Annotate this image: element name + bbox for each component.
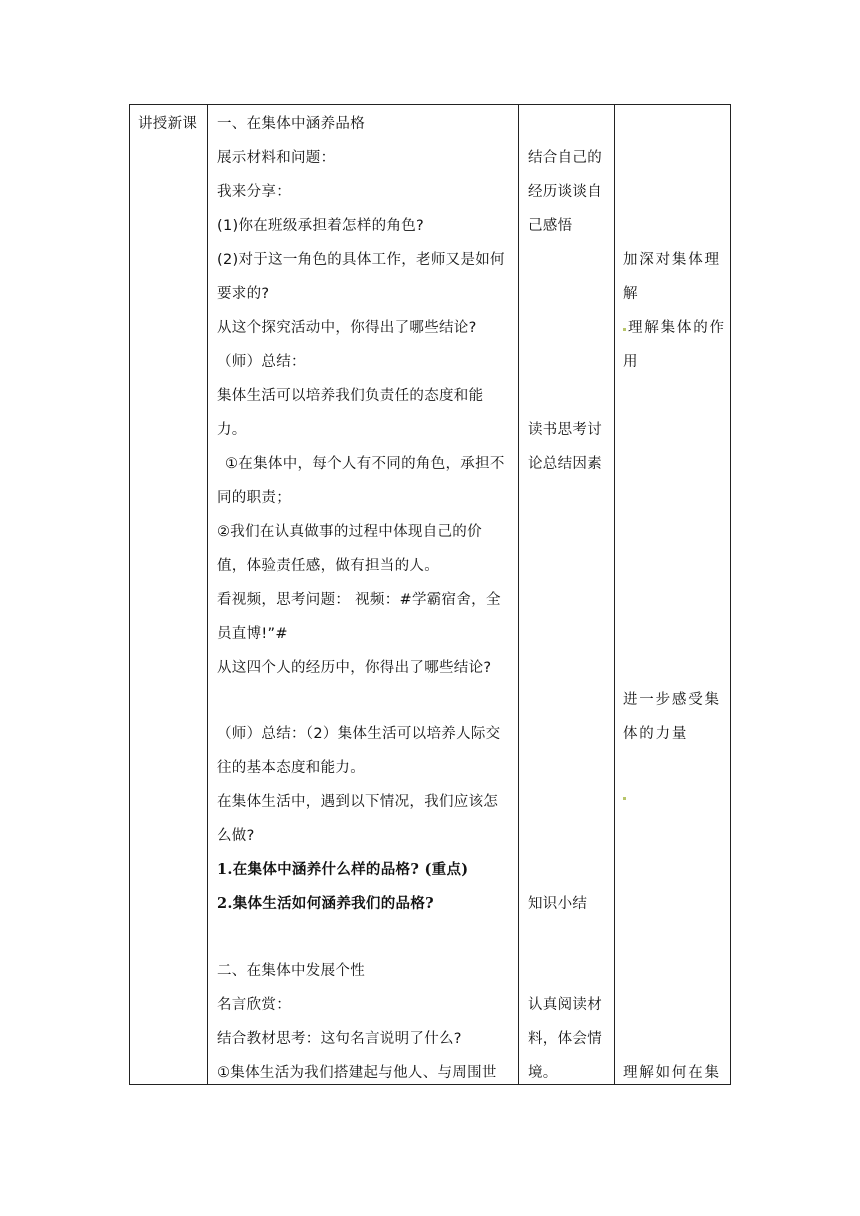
- marker-dot: [623, 797, 626, 800]
- activity-line: 知识小结: [528, 896, 588, 912]
- content-line: 集体生活可以培养我们负责任的态度和能: [217, 388, 484, 404]
- activity-line: 结合自己的: [528, 150, 602, 166]
- activity-line: 读书思考讨: [528, 422, 602, 438]
- content-line: (1)你在班级承担着怎样的角色?: [217, 218, 425, 234]
- activity-line: 境。: [528, 1065, 558, 1081]
- column-divider-2: [518, 105, 519, 1084]
- content-line: 要求的?: [217, 286, 270, 302]
- activity-column: [528, 105, 612, 1084]
- activity-line: 料，体会情: [528, 1031, 602, 1047]
- content-line: 从这个探究活动中，你得出了哪些结论?: [217, 320, 477, 336]
- content-line: 展示材料和问题：: [217, 150, 336, 166]
- content-line: 力。: [217, 422, 247, 438]
- content-line: (2)对于这一角色的具体工作，老师又是如何: [217, 252, 505, 268]
- purpose-line: 理解如何在集: [623, 1065, 721, 1081]
- content-line: 员直博!”#: [217, 626, 288, 642]
- content-line: ①集体生活为我们搭建起与他人、与周围世: [217, 1065, 497, 1081]
- key-question-line: 2.集体生活如何涵养我们的品格?: [217, 895, 434, 912]
- content-line: （师）总结：: [217, 354, 306, 370]
- purpose-line: 进一步感受集: [623, 692, 721, 708]
- section-column: [138, 105, 206, 1084]
- lesson-plan-table: [129, 104, 731, 1085]
- purpose-line: 加深对集体理: [623, 252, 721, 268]
- marker-dot: [623, 328, 626, 331]
- section-label: 讲授新课: [138, 116, 198, 132]
- content-line: 往的基本态度和能力。: [217, 760, 365, 776]
- content-line: 一、在集体中涵养品格: [217, 116, 365, 132]
- content-line: 名言欣赏：: [217, 997, 291, 1013]
- activity-line: 论总结因素: [528, 456, 602, 472]
- content-line: 二、在集体中发展个性: [217, 963, 365, 979]
- purpose-column: [623, 105, 729, 1084]
- activity-line: 己感悟: [528, 218, 573, 234]
- content-line: ②我们在认真做事的过程中体现自己的价: [217, 524, 482, 540]
- activity-line: 认真阅读材: [528, 997, 602, 1013]
- content-line: 在集体生活中，遇到以下情况，我们应该怎: [217, 794, 499, 810]
- content-line: 值，体验责任感，做有担当的人。: [217, 558, 439, 574]
- purpose-line: 体的力量: [623, 726, 689, 742]
- content-line: ①在集体中，每个人有不同的角色，承担不: [225, 456, 505, 472]
- column-divider-3: [614, 105, 615, 1084]
- content-line: 从这四个人的经历中，你得出了哪些结论?: [217, 660, 492, 676]
- purpose-line: 解: [623, 286, 640, 302]
- content-line: 我来分享：: [217, 184, 291, 200]
- content-line: 结合教材思考：这句名言说明了什么?: [217, 1031, 462, 1047]
- activity-line: 经历谈谈自: [528, 184, 602, 200]
- content-line: （师）总结：（2）集体生活可以培养人际交: [217, 726, 501, 742]
- content-column: [217, 105, 513, 1084]
- purpose-line: 理解集体的作: [628, 320, 726, 336]
- key-question-line: 1.在集体中涵养什么样的品格? (重点): [217, 861, 469, 878]
- content-line: 看视频，思考问题： 视频：#学霸宿舍，全: [217, 592, 501, 608]
- column-divider-1: [207, 105, 208, 1084]
- purpose-line: 用: [623, 354, 640, 370]
- content-line: 同的职责；: [217, 490, 291, 506]
- content-line: 么做?: [217, 828, 255, 844]
